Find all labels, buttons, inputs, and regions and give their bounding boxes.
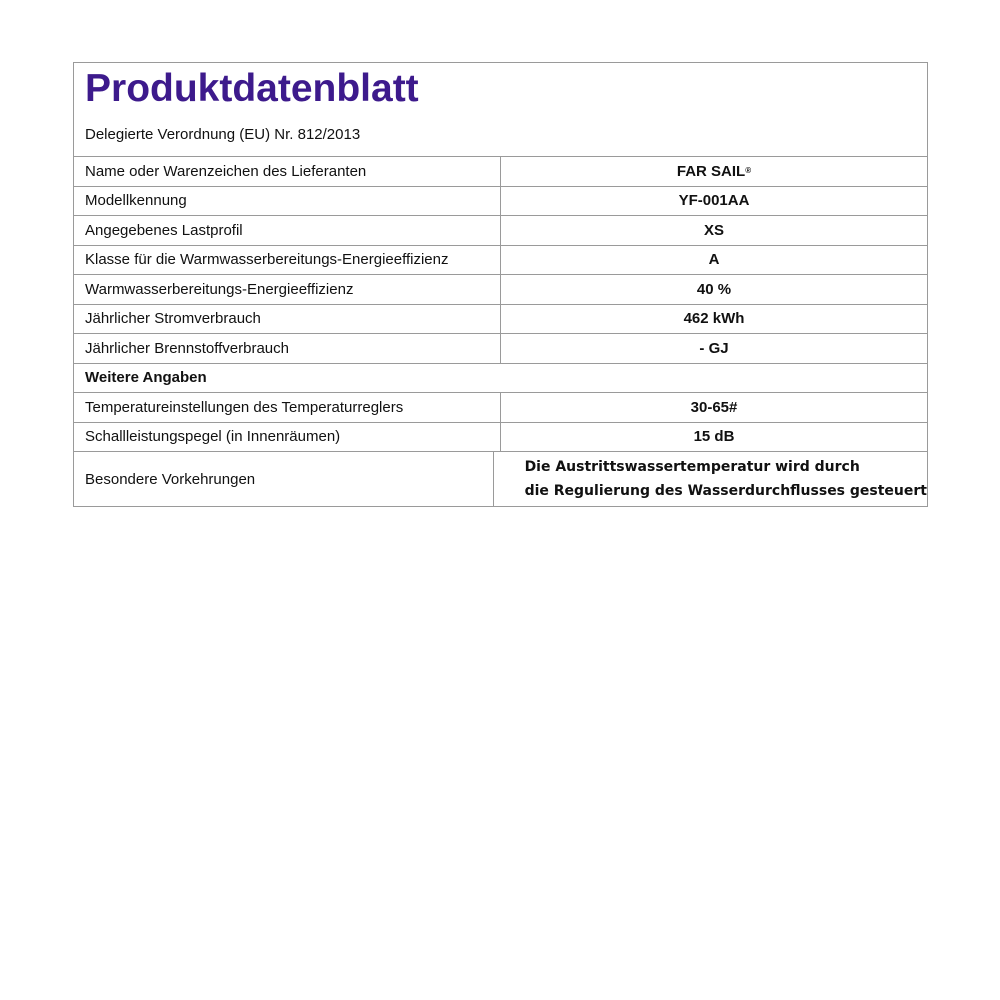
precaution-line-2: die Regulierung des Wasserdurchflusses gesteuert — [524, 483, 927, 499]
row-value — [494, 452, 927, 506]
row-value: YF-001AA — [678, 192, 750, 210]
section-heading: Weitere Angaben — [85, 369, 207, 387]
regulation-reference: Delegierte Verordnung (EU) Nr. 812/2013 — [85, 126, 361, 143]
table-row-electricity — [74, 305, 927, 335]
table-row-efficiency — [74, 275, 927, 305]
table-row-temperature — [74, 393, 927, 423]
table-row-special-precautions — [74, 452, 927, 506]
title-block — [74, 63, 927, 157]
product-data-sheet — [73, 62, 928, 507]
supplier-name: FAR SAIL — [676, 162, 746, 180]
table-row-load-profile — [74, 216, 927, 246]
page-title: Produktdatenblatt — [85, 67, 419, 110]
table-row-efficiency-class — [74, 246, 927, 276]
row-value: FAR SAIL ® — [676, 162, 752, 180]
row-label: Warmwasserbereitungs-Energieeffizienz — [74, 275, 501, 304]
row-value: 30-65# — [690, 398, 738, 416]
row-value: 15 dB — [693, 428, 735, 446]
row-value: - GJ — [699, 339, 729, 357]
row-label: Jährlicher Brennstoffverbrauch — [74, 334, 501, 363]
row-label: Name oder Warenzeichen des Lieferanten — [74, 157, 501, 186]
precaution-line-1: Die Austrittswassertemperatur wird durch — [524, 459, 860, 475]
row-value: XS — [703, 221, 724, 239]
table-row-model — [74, 187, 927, 217]
row-label: Temperatureinstellungen des Temperaturreglers — [74, 393, 501, 422]
row-label: Klasse für die Warmwasserbereitungs-Energieeffizienz — [74, 246, 501, 275]
row-value: A — [708, 251, 720, 269]
table-row-fuel — [74, 334, 927, 364]
row-label: Angegebenes Lastprofil — [74, 216, 501, 245]
table-row-supplier — [74, 157, 927, 187]
row-value: 40 % — [696, 280, 732, 298]
row-label: Schallleistungspegel (in Innenräumen) — [74, 423, 501, 452]
row-label: Besondere Vorkehrungen — [74, 452, 494, 506]
table-row-sound — [74, 423, 927, 453]
row-value: 462 kWh — [683, 310, 745, 328]
row-label: Jährlicher Stromverbrauch — [74, 305, 501, 334]
row-label: Modellkennung — [74, 187, 501, 216]
section-heading-row — [74, 364, 927, 394]
